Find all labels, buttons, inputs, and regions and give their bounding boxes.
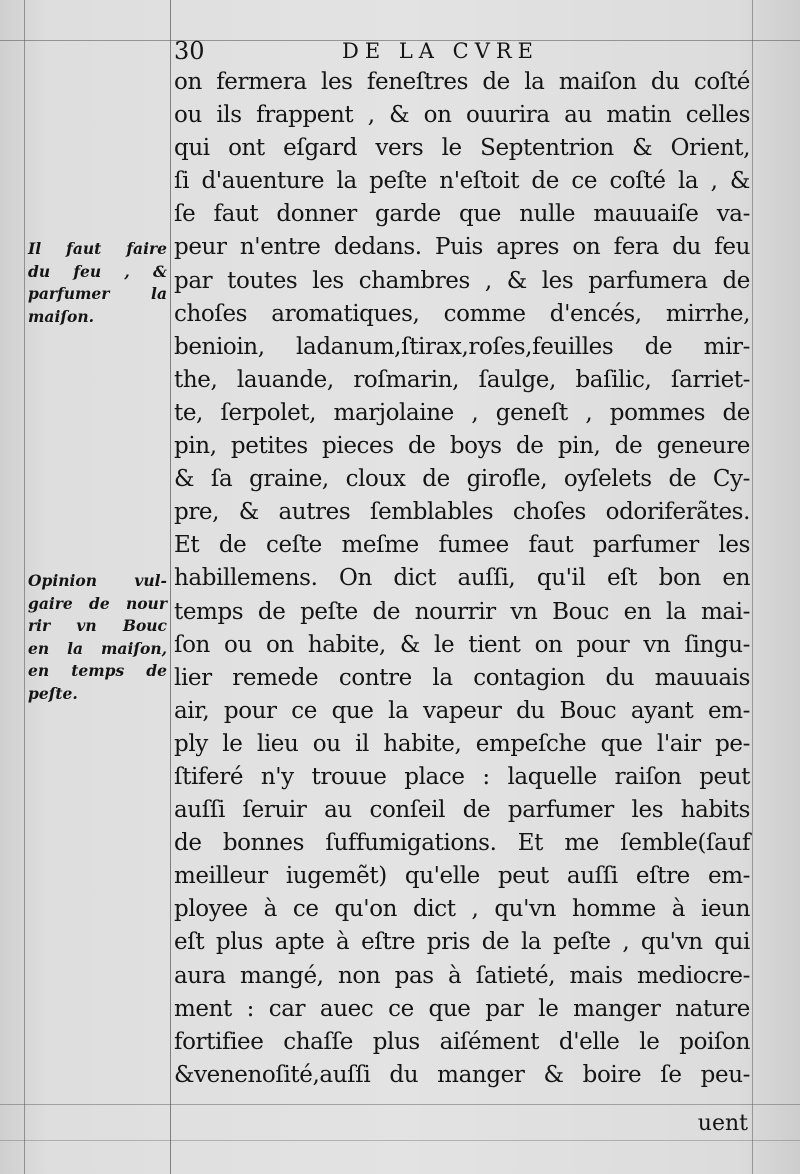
margin-note-feu bbox=[28, 238, 167, 328]
text-line: temps de peſte de nourrir vn Bouc en la mai- bbox=[174, 598, 750, 625]
margin-rule-left bbox=[24, 0, 25, 1174]
text-line: ſon ou on habite, & le tient on pour vn ſingu- bbox=[174, 631, 750, 658]
margin-note-line: du feu , & bbox=[28, 261, 167, 281]
text-line: fortifiee chaſſe plus aiſément d'elle le poiſon bbox=[174, 1028, 750, 1055]
running-title: DE LA CVRE bbox=[342, 39, 540, 63]
text-line: ment : car auec ce que par le manger nature bbox=[174, 995, 750, 1022]
text-line: pin, petites pieces de boys de pin, de geneure bbox=[174, 433, 750, 460]
margin-note-line: Il faut faire bbox=[28, 239, 167, 258]
margin-note-line: en temps de bbox=[28, 661, 167, 680]
text-line: qui ont eſgard vers le Septentrion & Orient, bbox=[174, 135, 750, 162]
footer-rule bbox=[0, 1104, 800, 1105]
text-line: te, ſerpolet, marjolaine , geneſt , pommes de bbox=[174, 399, 750, 426]
text-line: choſes aromatiques, comme d'encés, mirrhe, bbox=[174, 300, 750, 327]
text-line: peur n'entre dedans. Puis apres on fera du feu bbox=[174, 234, 750, 261]
margin-note-bouc bbox=[28, 570, 167, 705]
margin-rule-right bbox=[752, 0, 753, 1174]
margin-note-line: rir vn Bouc bbox=[28, 616, 167, 635]
text-line: lier remede contre la contagion du mauuais bbox=[174, 664, 750, 691]
catchword: uent bbox=[697, 1111, 748, 1136]
text-line: ſi d'auenture la peſte n'eſtoit de ce coſté la , & bbox=[174, 168, 750, 195]
text-line: ſtiferé n'y trouue place : laquelle raiſon peut bbox=[174, 763, 750, 790]
text-line: on fermera les feneſtres de la maiſon du coſté bbox=[174, 69, 750, 95]
text-line: par toutes les chambres , & les parfumera de bbox=[174, 267, 750, 294]
text-line: habillemens. On dict auſſi, qu'il eſt bon en bbox=[174, 565, 750, 592]
text-line: &venenoſité,auſſi du manger & boire ſe peu- bbox=[174, 1061, 750, 1088]
margin-note-line: peſte. bbox=[28, 683, 78, 703]
running-head bbox=[174, 36, 752, 66]
text-line: eſt plus apte à eſtre pris de la peſte , qu'vn qui bbox=[174, 929, 750, 956]
text-line: aura mangé, non pas à ſatieté, mais mediocre- bbox=[174, 962, 750, 989]
text-line: Et de ceſte meſme fumee faut parfumer les bbox=[174, 532, 750, 559]
text-line: & ſa graine, cloux de girofle, oyſelets de Cy- bbox=[174, 466, 750, 493]
text-line: meilleur iugemẽt) qu'elle peut auſſi eſtre em- bbox=[174, 863, 750, 890]
text-line: air, pour ce que la vapeur du Bouc ayant em- bbox=[174, 697, 750, 724]
text-line: de bonnes ſuffumigations. Et me ſemble(ſauf bbox=[174, 830, 750, 857]
text-line: the, lauande, roſmarin, ſaulge, baſilic, ſarriet- bbox=[174, 366, 750, 393]
margin-rule-gutter bbox=[170, 0, 171, 1174]
footer-rule-lower bbox=[0, 1140, 800, 1141]
margin-note-line: parfumer la bbox=[28, 284, 167, 303]
margin-note-line: maiſon. bbox=[28, 306, 95, 326]
margin-note-line: gaire de nour bbox=[28, 593, 167, 613]
text-line: ou ils frappent , & on ouurira au matin celles bbox=[174, 102, 750, 129]
text-line: ployee à ce qu'on dict , qu'vn homme à ieun bbox=[174, 896, 750, 923]
margin-note-line: Opinion vul- bbox=[28, 571, 167, 590]
text-line: ſe faut donner garde que nulle mauuaiſe va- bbox=[174, 201, 750, 228]
page-number: 30 bbox=[174, 37, 205, 65]
text-line: pre, & autres ſemblables choſes odoriferãtes. bbox=[174, 499, 750, 526]
text-line: ply le lieu ou il habite, empeſche que l'air pe- bbox=[174, 730, 750, 757]
text-line: auſſi ſeruir au conſeil de parfumer les habits bbox=[174, 797, 750, 824]
margin-note-line: en la maiſon, bbox=[28, 638, 167, 658]
text-line: benioin, ladanum,ſtirax,roſes,feuilles de mir- bbox=[174, 333, 750, 360]
body-text bbox=[174, 66, 750, 1092]
